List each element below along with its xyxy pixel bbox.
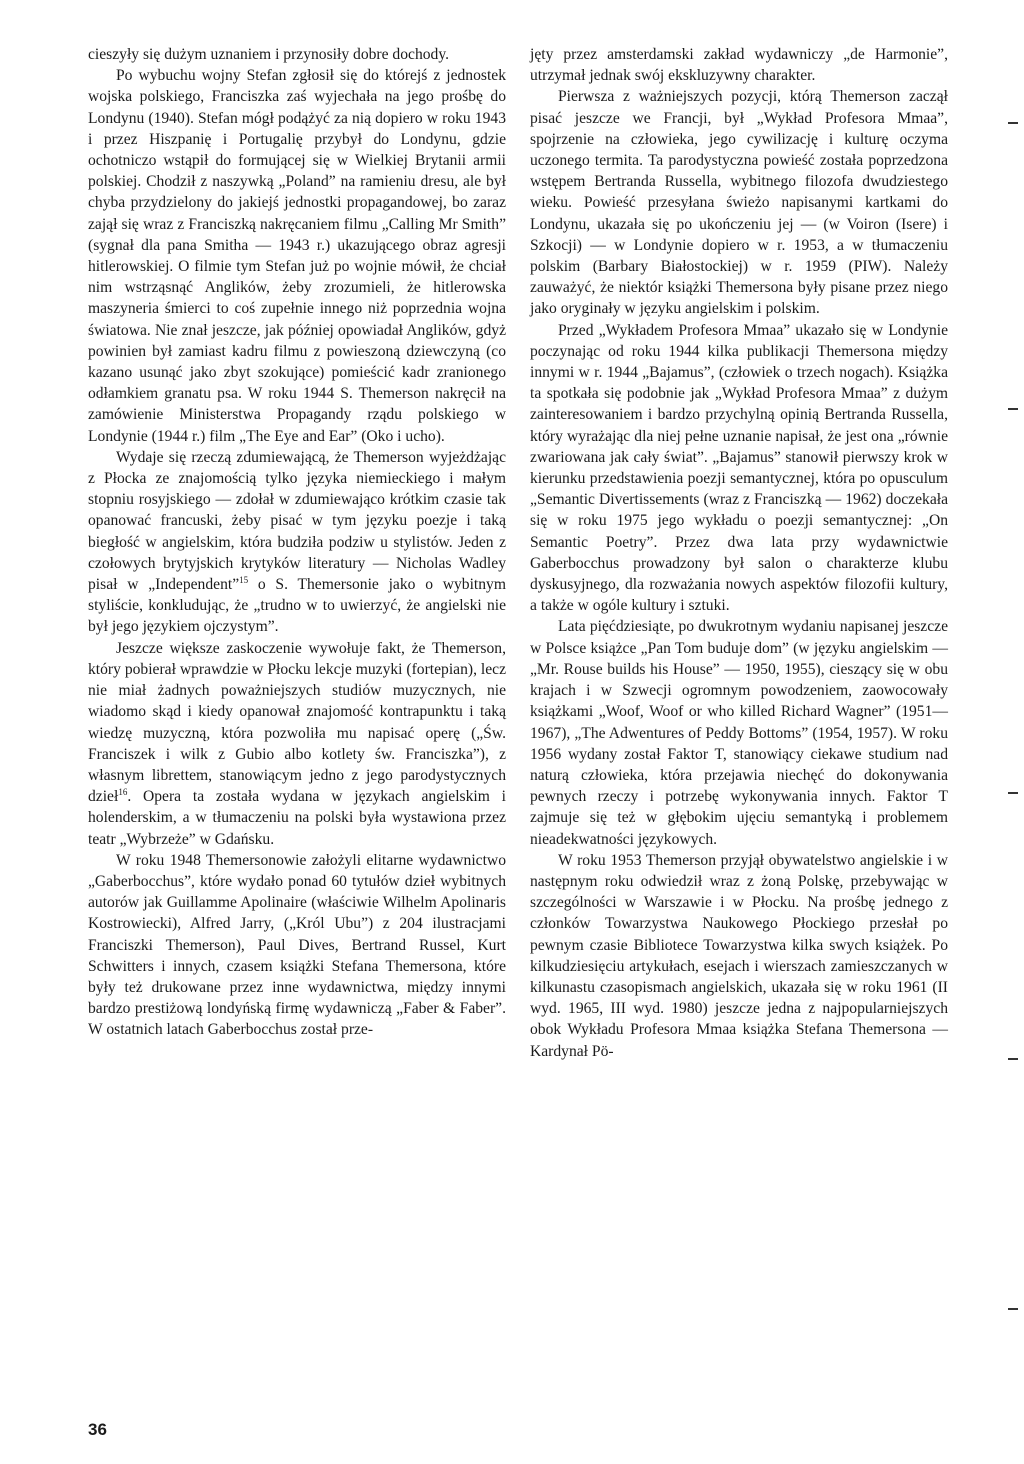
paragraph-text: Jeszcze większe zaskoczenie wywołuje fakt, że Themerson, który pobierał wprawdzie w Płocku lekcje muzyki (fortepian), lecz nie miał żadnych poważniejszych studiów muzycznych, nie wiadomo skąd i kiedy opanował znajomość kontrapunktu i taką wiedzę muzyczną, która pozwoliła mu napisać operę („Św. Franciszek i wilk z Gubio albo kotlety św. Franciszka”), z własnym librettem, stanowiącym jedno z jego parodystycznych dzieł xyxy=(88,639,506,806)
right-column xyxy=(530,44,948,1062)
paragraph-text: o S. Themersonie jako o wybitnym styliście, konkludując, że „trudno w to uwierzyć, że angielski nie był jego językiem ojczystym”. xyxy=(88,576,506,636)
paragraph: Lata pięćdziesiąte, po dwukrotnym wydaniu napisanej jeszcze w Polsce książce „Pan Tom buduje dom” (w języku angielskim — „Mr. Rouse builds his House” — 1950, 1955), cieszący się w obu krajach i w Szwecji ogromnym powodzeniem, zaowocowały książkami „Woof, Woof or who killed Richard Wagner” (1951—1967), „The Adwentures of Peddy Bottoms” (1954, 1957). W roku 1956 wydany został Faktor T, stanowiący ciekawe studium nad naturą człowieka, która przejawia niechęć do dokonywania pewnych rzeczy i potrzebę wykonywania innych. Faktor T zajmuje się też w głębokim ujęciu semantyką i problemem nieadekwatności językowych. xyxy=(530,618,948,848)
page-number: 36 xyxy=(88,1420,107,1439)
paragraph: Po wybuchu wojny Stefan zgłosił się do którejś z jednostek wojska polskiego, Franciszka zaś wyjechała na jego prośbę do Londynu (1940). Stefan mógł podążyć za nią dopiero w roku 1943 i przez Hiszpanię i Portugalię przybył do Londynu, gdzie ochotniczo wstąpił do formującej się w Wielkiej Brytanii armii polskiej. Chodził z naszywką „Poland” na ramieniu dresu, ale był chyba przydzielony do jakiejś jednostki propagandowej, bo zaraz zajął się wraz z Franciszką nakręcaniem filmu „Calling Mr Smith” (sygnał dla pana Smitha — 1943 r.) ukazującego obraz agresji hitlerowskiej. O filmie tym Stefan już po wojnie mówił, że chciał nim wstrząsnąć Anglików, żeby zrozumieli, że hitlerowska maszyneria śmierci to coś zupełnie innego niż poprzednia wojna światowa. Nie znał jeszcze, jak później opowiadał Anglików, gdyż powinien był zamiast kadru filmu z powieszoną dziewczyną (co kazano usunąć jako zbyt szokujące) pomieścić kadr zranionego odłamkiem granatu psa. W roku 1944 S. Themerson nakręcił na zamówienie Ministerstwa Propagandy rządu polskiego w Londynie (1944 r.) film „The Eye and Ear” (Oko i ucho). xyxy=(88,67,506,445)
scan-edge-mark xyxy=(1008,1058,1018,1060)
paragraph xyxy=(88,638,506,850)
scan-edge-mark xyxy=(1008,408,1018,410)
paragraph: Przed „Wykładem Profesora Mmaa” ukazało się w Londynie poczynając od roku 1944 kilka publikacji Themersona między innymi w r. 1944 „Bajamus”, (człowiek o trzech nogach). Książka ta spotkała się podobnie jak „Wykład Profesora Mmaa” z dużym zainteresowaniem i bardzo przychylną opinią Bertranda Russella, który wyrażając dla niej pełne uznanie napisał, że jest ona „równie zwariowana jak cały świat”. „Bajamus” stanowił pierwszy krok w kierunku przedstawienia poezji semantycznej, która po opusculum „Semantic Divertissements (wraz z Franciszką — 1962) doczekała się w roku 1975 jego wykładu o poezji semantycznej: „On Semantic Poetry”. Przez dwa lata przy wydawnictwie Gaberbocchus prowadzony był salon o charakterze klubu dyskusyjnego, dla rozważania nowych aspektów filozofii kultury, a także w ogóle kultury i sztuki. xyxy=(530,321,948,615)
paragraph xyxy=(88,447,506,638)
paragraph-text: . Opera ta została wydana w językach angielskim i holenderskim, a w tłumaczeniu na polski była wystawiona przez teatr „Wybrzeże” w Gdańsku. xyxy=(88,788,506,848)
scan-edge-mark xyxy=(1008,792,1018,794)
paragraph: Pierwsza z ważniejszych pozycji, którą Themerson zaczął pisać jeszcze we Francji, był „Wykład Profesora Mmaa”, spojrzenie na człowieka, jego cywilizację i kulturę oczyma uczonego termita. Ta parodystyczna powieść została poprzedzona wstępem Bertranda Russella, wybitnego filozofa dwudziestego wieku. Powieść przesyłana świeżo napisanymi kartkami do Londynu, ukazała się po ukończeniu jej — (w Voiron (Isere) i Szkocji) — w Londynie dopiero w r. 1953, a w tłumaczeniu polskim (Barbary Białostockiej) w r. 1959 (PIW). Należy zauważyć, że niektór książki Themersona były pisane przez niego jako oryginały w języku angielskim i polskim. xyxy=(530,88,948,318)
paragraph: jęty przez amsterdamski zakład wydawniczy „de Harmonie”, utrzymał jednak swój ekskluzywny charakter. xyxy=(530,46,948,85)
paragraph: W roku 1953 Themerson przyjął obywatelstwo angielskie i w następnym roku odwiedził wraz z żoną Polskę, przebywając w szczególności w Warszawie i w Płocku. Na prośbę jednego z członków Towarzystwa Naukowego Płockiego przesłał po pewnym czasie Bibliotece Towarzystwa kilka swych książek. Po kilkudziesięciu artykułach, esejach i wierszach zamieszczanych w kilkunastu czasopismach angielskich, ukazała się w roku 1961 (II wyd. 1965, III wyd. 1980) jeszcze jedna z najpopularniejszych obok Wykładu Profesora Mmaa książka Stefana Themersona — Kardynał Pö- xyxy=(530,851,948,1060)
paragraph-text: Wydaje się rzeczą zdumiewającą, że Themerson wyjeżdżając z Płocka ze znajomością tylko języka niemieckiego i małym stopniu rosyjskiego — zdołał w zdumiewająco krótkim czasie tak opanować francuski, żeby pisać w tym języku poezje i taką biegłość w angielskim, która budziła podziw u stylistów. Jeden z czołowych brytyjskich krytyków literatury — Nicholas Wadley pisał w „Independent” xyxy=(88,448,506,594)
left-column xyxy=(88,44,506,1041)
footnote-ref-15: 15 xyxy=(239,574,249,585)
paragraph: cieszyły się dużym uznaniem i przynosiły dobre dochody. xyxy=(88,46,450,63)
paragraph: W roku 1948 Themersonowie założyli elitarne wydawnictwo „Gaberbocchus”, które wydało ponad 60 tytułów dzieł wybitnych autorów jak Guillamme Apolinaire (właściwie Wilhelm Apolinaris Kostrowiecki), Alfred Jarry, („Król Ubu”) z 204 ilustracjami Franciszki Themerson), Paul Dives, Bertrand Russel, Kurt Schwitters i innych, czasem książki Stefana Themersona, które były też drukowane przez inne wydawnictwa, między innymi bardzo prestiżową londyńską firmę wydawniczą „Faber & Faber”. W ostatnich latach Gaberbocchus został prze- xyxy=(88,851,506,1039)
scan-edge-mark xyxy=(1008,122,1018,124)
footnote-ref-16: 16 xyxy=(118,786,128,797)
scan-edge-mark xyxy=(1008,1308,1018,1310)
